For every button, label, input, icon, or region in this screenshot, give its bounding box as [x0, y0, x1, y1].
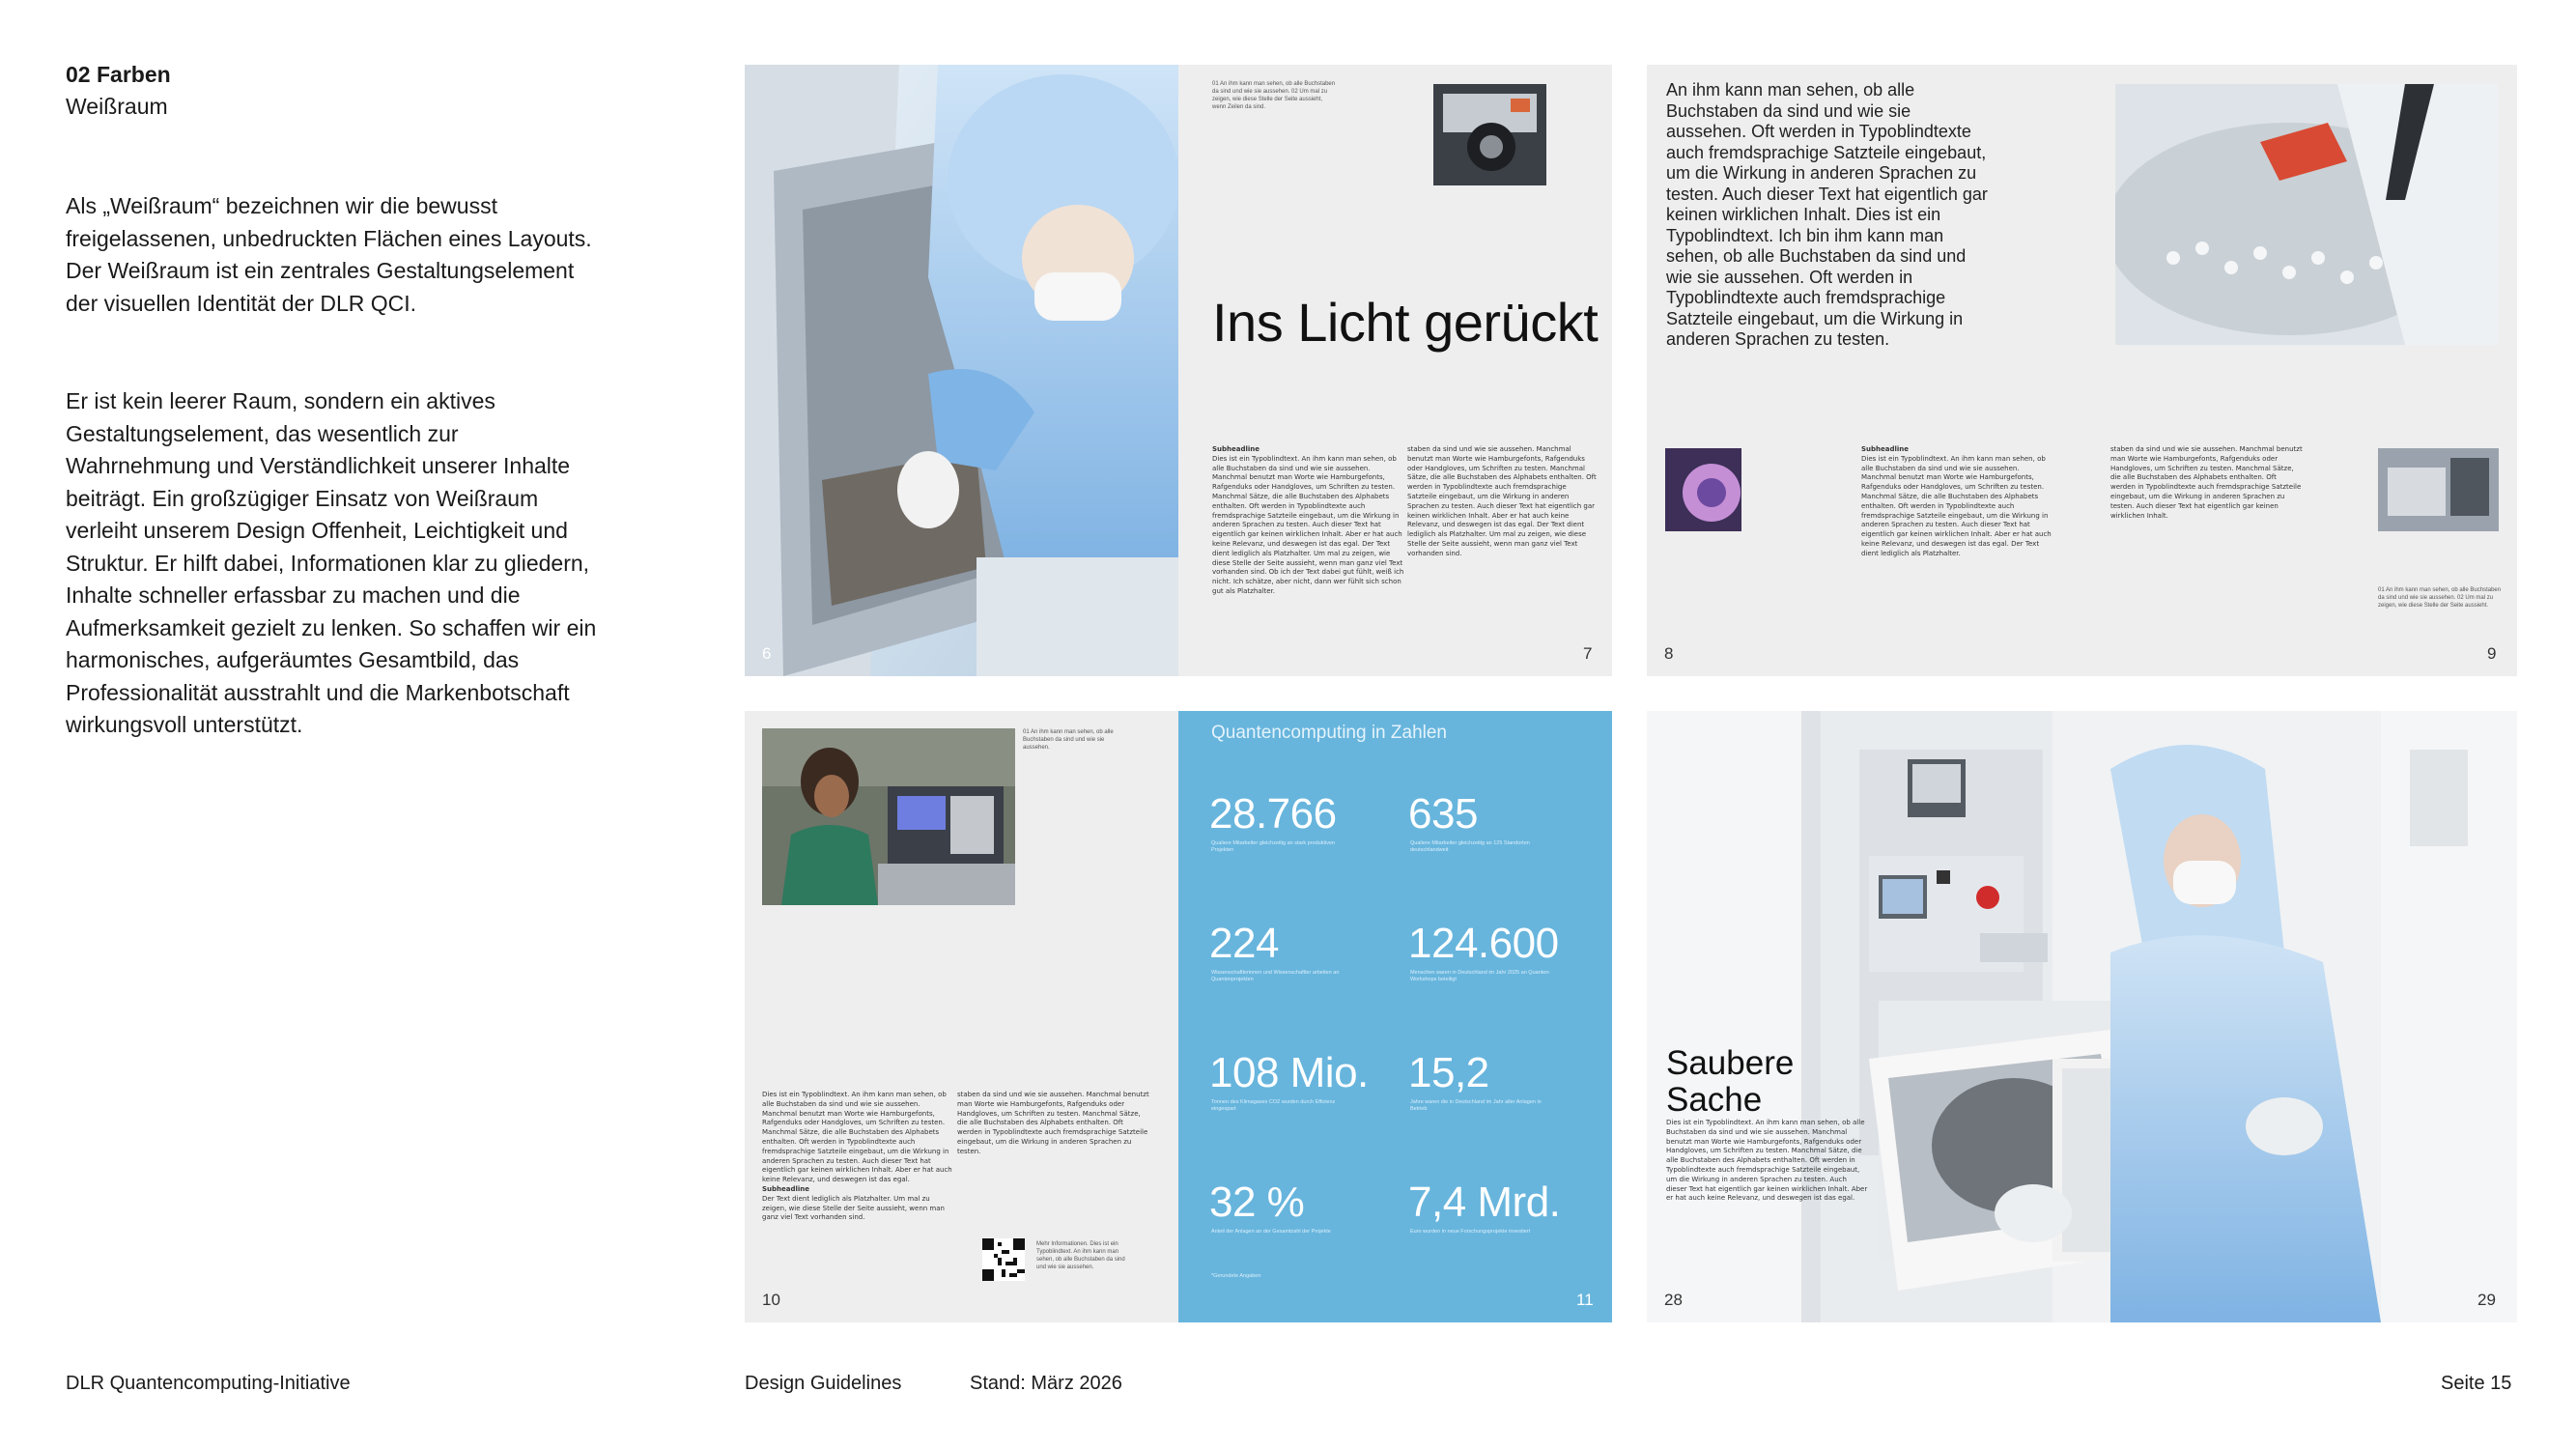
- stats-panel: [1178, 711, 1612, 1322]
- stat-value: 635: [1408, 790, 1478, 838]
- body-column-1: [1861, 445, 2054, 559]
- equipment-image: [2378, 448, 2499, 531]
- cleanroom-technician-image: [745, 65, 1178, 676]
- intro-text-2: [66, 385, 607, 742]
- optics-image: [1433, 84, 1546, 185]
- body-column-2: staben da sind und wie sie aussehen. Manchmal benutzt man Worte wie Hamburgefonts, Rafgenduks oder Handgloves, um Schriften zu testen. Manchmal Sätze, die alle Buchstaben des Alphabets enthalten. Oft werden in Typoblindtexte auch fremdsprachige Satzteile eingebaut, um die Wirkung in anderen Sprachen zu testen. Auch dieser Text hat eigentlich gar keinen wirklichen Inhalt.: [2110, 445, 2303, 520]
- image-caption: 01 An ihm kann man sehen, ob alle Buchstaben da sind und wie sie aussehen.: [1023, 729, 1114, 751]
- stat-value: 28.766: [1209, 790, 1337, 838]
- spread-headline: Saubere Sache: [1666, 1044, 1795, 1119]
- footer-org: DLR Quantencomputing-Initiative: [66, 1373, 351, 1394]
- page-number-right: 7: [1583, 644, 1593, 663]
- chip-image: [1665, 448, 1741, 531]
- stat-caption: Jahre waren die in Deutschland im Jahr aller Anlagen in Betrieb: [1410, 1099, 1542, 1112]
- section-title: Weißraum: [66, 94, 168, 119]
- page-number-left: 8: [1664, 644, 1674, 663]
- cleanroom-photo: [745, 65, 1178, 676]
- body-column-1: [762, 1091, 955, 1223]
- body-column-2: staben da sind und wie sie aussehen. Manchmal benutzt man Worte wie Hamburgefonts, Rafgenduks oder Handgloves, um Schriften zu testen. Manchmal Sätze, die alle Buchstaben des Alphabets enthalten. Oft werden in Typoblindtexte auch fremdsprachige Satzteile eingebaut, um die Wirkung in anderen Sprachen zu testen. Auch dieser Text hat eigentlich gar keinen wirklichen Inhalt. Aber er hat auch keine Relevanz, und deswegen ist das egal. Der Text dient lediglich als Platzhalter. Um mal zu zeigen, wie diese Stelle der Seite aussieht, wenn man ganz viel Text vorhanden sind.: [1407, 445, 1597, 557]
- column-text: Dies ist ein Typoblindtext. An ihm kann man sehen, ob alle Buchstaben da sind und wie sie aussehen. Manchmal benutzt man Worte wie Hamburgefonts, Rafgenduks oder Handgloves, um Schriften zu testen. Manchmal Sätze, die alle Buchstaben des Alphabets enthalten. Oft werden in Typoblindtexte auch fremdsprachige Satzteile eingebaut, um die Wirkung in anderen Sprachen zu testen. Auch dieser Text hat eigentlich gar keinen wirklichen Inhalt. Aber er hat auch keine Relevanz, und deswegen ist das egal. Der Text dient lediglich als Platzhalter.: [1861, 454, 2052, 557]
- qr-code-icon: [982, 1238, 1025, 1281]
- page-number-right: 11: [1576, 1291, 1594, 1309]
- stat-value: 32 %: [1209, 1179, 1305, 1226]
- spread-pages-8-9: [1647, 65, 2517, 676]
- stat-value: 124.600: [1408, 920, 1559, 967]
- image-caption: 01 An ihm kann man sehen, ob alle Buchstaben da sind und wie sie aussehen. 02 Um mal zu zeigen, wie diese Stelle der Seite aussieht.: [2378, 587, 2502, 609]
- wafer-photo: [2115, 84, 2498, 345]
- qr-caption: Mehr Informationen. Dies ist ein Typoblindtext. An ihm kann man sehen, ob alle Buchstaben da sind und wie sie aussehen.: [1036, 1241, 1125, 1270]
- stat-caption: Euro wurden in neue Forschungsprojekte investiert: [1410, 1229, 1531, 1235]
- stat-caption: Wissenschaftlerinnen und Wissenschaftler arbeiten an Quantenprojekten: [1211, 970, 1340, 982]
- stat-caption: Qualiere Mitarbeiter gleichzeitig an stark produktiven Projekten: [1211, 840, 1336, 853]
- stat-caption: Menschen waren in Deutschland im Jahr 2025 an Quanten-Workshops beteiligt: [1410, 970, 1551, 982]
- lab-equipment-thumbnail: [1433, 84, 1546, 185]
- cleanroom-machine-photo: [1647, 711, 2517, 1322]
- section-number: 02 Farben: [66, 62, 171, 87]
- cleanroom-machine-image: [1647, 711, 2517, 1322]
- stat-value: 108 Mio.: [1209, 1049, 1369, 1096]
- column-text-b: Der Text dient lediglich als Platzhalter. Um mal zu zeigen, wie diese Stelle der Seite aussieht, wenn man ganz viel Text vorhanden sind.: [762, 1194, 945, 1222]
- footer-stand: Stand: März 2026: [970, 1373, 1122, 1394]
- footer-page-number: Seite 15: [2441, 1373, 2512, 1394]
- page-number-left: 10: [762, 1291, 780, 1309]
- intro-paragraph-1: Als „Weißraum“ bezeichnen wir die bewusst freigelassenen, unbedruckten Flächen eines Layouts. Der Weißraum ist ein zentrales Gestaltungselement der visuellen Identität der DLR QCI.: [66, 193, 592, 316]
- subheadline: Subheadline: [1212, 445, 1260, 453]
- chip-thumbnail: [1665, 448, 1741, 531]
- spread-pages-10-11: [745, 711, 1612, 1322]
- intro-text: [66, 190, 607, 320]
- subheadline: Subheadline: [762, 1184, 810, 1193]
- page-number-right: 29: [2477, 1291, 2496, 1309]
- stats-title: Quantencomputing in Zahlen: [1211, 723, 1447, 743]
- body-column-1: [1212, 445, 1405, 597]
- intro-paragraph-2: Er ist kein leerer Raum, sondern ein aktives Gestaltungselement, das wesentlich zur Wahrnehmung und Verständlichkeit unserer Inhalte beiträgt. Ein großzügiger Einsatz von Weißraum verleiht unserem Design Offenheit, Leichtigkeit und Struktur. Er hilft dabei, Informationen klar zu gliedern, Inhalte schneller erfassbar zu machen und die Aufmerksamkeit gezielt zu lenken. So schaffen wir ein harmonisches, aufgeräumtes Gesamtbild, das Professionalität ausstrahlt und die Markenbotschaft wirkungsvoll unterstützt.: [66, 388, 597, 737]
- lab-worker-photo: [762, 728, 1015, 905]
- stat-value: 224: [1209, 920, 1279, 967]
- stat-caption: Qualiere Mitarbeiter gleichzeitig an 125 Standorten deutschlandweit: [1410, 840, 1530, 853]
- stat-value: 7,4 Mrd.: [1408, 1179, 1561, 1226]
- spread-pages-6-7: [745, 65, 1612, 676]
- page-number-right: 9: [2487, 644, 2497, 663]
- stat-value: 15,2: [1408, 1049, 1489, 1096]
- image-caption: 01 An ihm kann man sehen, ob alle Buchstaben da sind und wie sie aussehen. 02 Um mal zu zeigen, wie diese Stelle der Seite aussieht, wenn Zeilen da sind.: [1212, 81, 1336, 110]
- body-column-2: staben da sind und wie sie aussehen. Manchmal benutzt man Worte wie Hamburgefonts, Rafgenduks oder Handgloves, um Schriften zu testen. Manchmal Sätze, die alle Buchstaben des Alphabets enthalten. Oft werden in Typoblindtexte auch fremdsprachige Satzteile eingebaut, um die Wirkung in anderen Sprachen zu testen.: [957, 1091, 1149, 1155]
- page-number-left: 6: [762, 644, 772, 663]
- intro-copy: An ihm kann man sehen, ob alle Buchstaben da sind und wie sie aussehen. Oft werden in Typoblindtexte auch fremdsprachige Satzteile eingebaut, um die Wirkung in anderen Sprachen zu testen. Auch dieser Text hat eigentlich gar keinen wirklichen Inhalt. Dies ist ein Typoblindtext. Ich bin ihm kann man sehen, ob alle Buchstaben da sind und wie sie aussehen. Oft werden in Typoblindtexte auch fremdsprachige Satzteile eingebaut, um die Wirkung in anderen Sprachen zu testen.: [1666, 80, 1988, 349]
- stat-caption: Tonnen des Klimagases CO2 wurden durch Effizienz eingespart: [1211, 1099, 1336, 1112]
- subheadline: Subheadline: [1861, 445, 1910, 453]
- column-text: Dies ist ein Typoblindtext. An ihm kann man sehen, ob alle Buchstaben da sind und wie sie aussehen. Manchmal benutzt man Worte wie Hamburgefonts, Rafgenduks oder Handgloves, um Schriften zu testen. Manchmal Sätze, die alle Buchstaben des Alphabets enthalten. Oft werden in Typoblindtexte auch fremdsprachige Satzteile eingebaut, um die Wirkung in anderen Sprachen zu testen. Auch dieser Text hat eigentlich gar keinen wirklichen Inhalt. Aber er hat auch keine Relevanz, und deswegen ist das egal.: [762, 1091, 952, 1184]
- page-number-left: 28: [1664, 1291, 1683, 1309]
- stats-footnote: *Gerundete Angaben: [1211, 1273, 1261, 1279]
- spread-pages-28-29: [1647, 711, 2517, 1322]
- footer-doc-title: Design Guidelines: [745, 1373, 902, 1394]
- qr-code[interactable]: [982, 1238, 1025, 1281]
- equipment-thumbnail: [2378, 448, 2499, 531]
- spread-headline: Ins Licht gerückt: [1212, 292, 1599, 353]
- lab-worker-image: [762, 728, 1015, 905]
- body-column-1: Dies ist ein Typoblindtext. An ihm kann man sehen, ob alle Buchstaben da sind und wie sie aussehen. Manchmal benutzt man Worte wie Hamburgefonts, Rafgenduks oder Handgloves, um Schriften zu testen. Manchmal Sätze, die alle Buchstaben des Alphabets enthalten. Oft werden in Typoblindtexte auch fremdsprachige Satzteile eingebaut, um die Wirkung in anderen Sprachen zu testen. Auch dieser Text hat eigentlich gar keinen wirklichen Inhalt. Aber er hat auch keine Relevanz, und deswegen ist das egal.: [1666, 1119, 1868, 1203]
- stat-caption: Anteil der Anlagen an der Gesamtzahl der Projekte: [1211, 1229, 1331, 1235]
- column-text: Dies ist ein Typoblindtext. An ihm kann man sehen, ob alle Buchstaben da sind und wie sie aussehen. Manchmal benutzt man Worte wie Hamburgefonts, Rafgenduks oder Handgloves, um Schriften zu testen. Manchmal Sätze, die alle Buchstaben des Alphabets enthalten. Oft werden in Typoblindtexte auch fremdsprachige Satzteile eingebaut, um die Wirkung in anderen Sprachen zu testen. Auch dieser Text hat eigentlich gar keinen wirklichen Inhalt. Aber er hat auch keine Relevanz, und deswegen ist das egal. Der Text dient lediglich als Platzhalter. Um mal zu zeigen, wie diese Stelle der Seite aussieht, wenn man ganz viel Text vorhanden sind. Ob ich der Text dabei gut fühlt, weiß ich nicht. Ich schätze, aber nicht, dann wer fühlt sich schon gut als Platzhalter.: [1212, 454, 1404, 595]
- wafer-image: [2115, 84, 2498, 345]
